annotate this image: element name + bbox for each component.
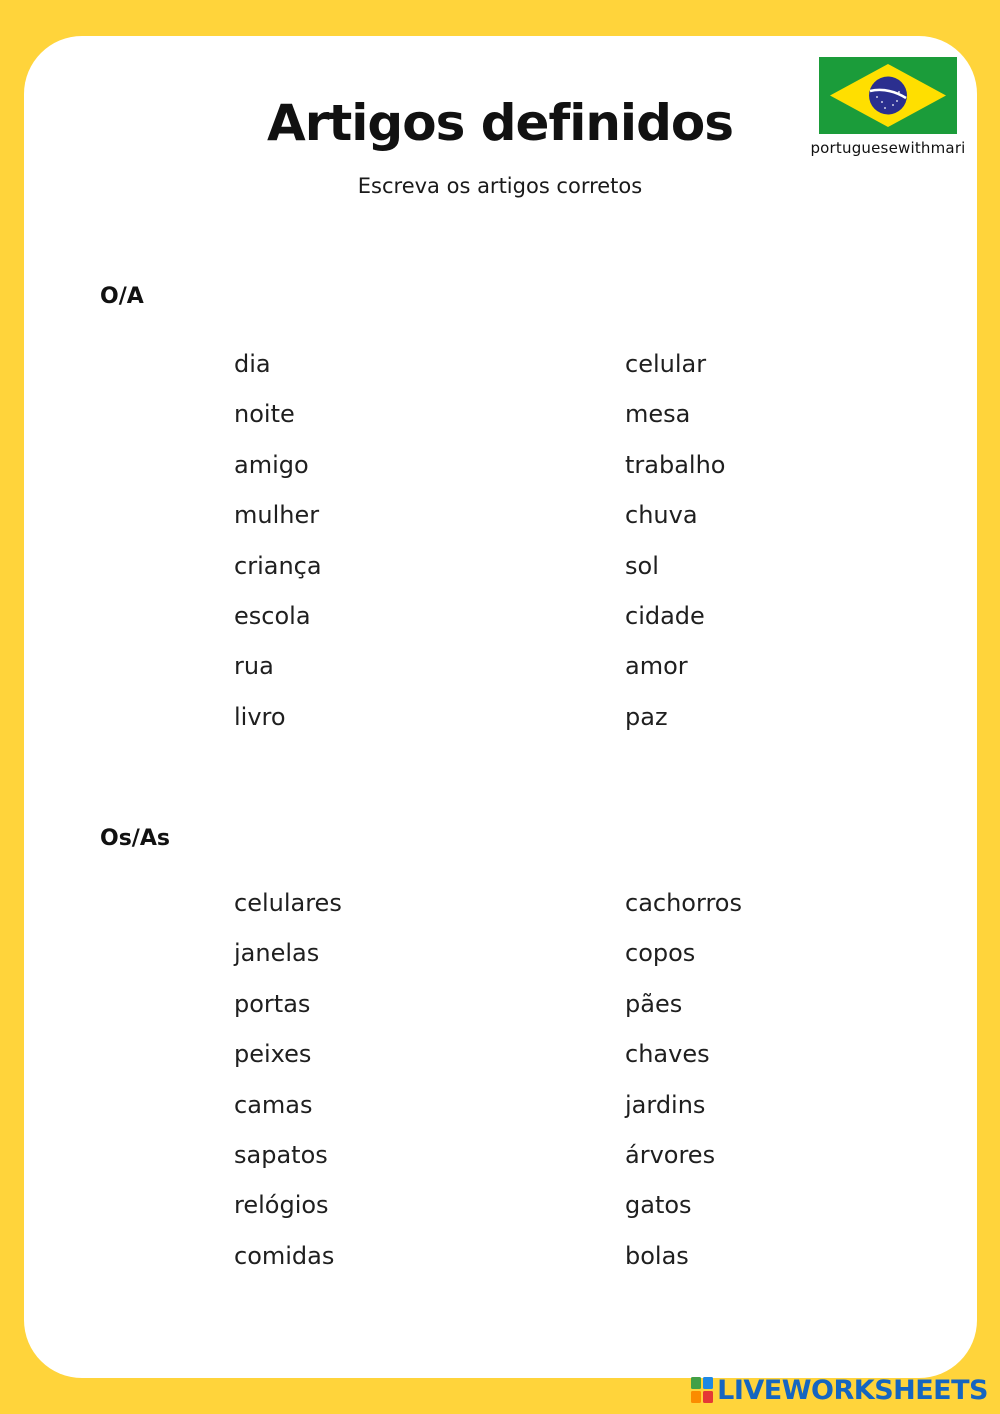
word-item: pães [625,989,683,1018]
word-list-o-a-left [234,349,322,752]
word-item: amigo [234,450,309,479]
page-subtitle: Escreva os artigos corretos [357,174,643,198]
word-item: dia [234,350,271,378]
word-item: cidade [625,601,705,630]
word-item: chaves [625,1040,710,1069]
word-item: gatos [625,1191,692,1220]
word-item: amor [625,652,688,681]
section-label-os-as: Os/As [100,826,170,851]
word-item: paz [625,702,668,731]
word-item: camas [234,1090,313,1119]
word-item: celulares [234,889,342,917]
word-list-os-as-right [625,888,742,1291]
word-item: trabalho [625,450,726,479]
word-item: noite [234,400,295,429]
word-item: rua [234,652,274,681]
word-item: peixes [234,1040,312,1069]
worksheet-card [24,36,977,1378]
word-item: copos [625,939,696,968]
word-item: sapatos [234,1140,328,1169]
word-item: sol [625,551,659,580]
liveworksheets-logo[interactable] [691,1372,988,1408]
brand-label: portuguesewithmari [810,139,966,157]
brazil-flag-icon [819,57,957,134]
liveworksheets-logo-icon [691,1377,713,1403]
word-item: relógios [234,1191,329,1220]
word-item: escola [234,601,311,630]
word-item: livro [234,702,286,731]
word-item: comidas [234,1241,335,1270]
word-item: criança [234,551,322,580]
page-title: Artigos definidos [267,94,733,152]
word-item: janelas [234,939,320,968]
word-list-os-as-left [234,888,342,1291]
word-item: cachorros [625,889,742,917]
liveworksheets-logo-text: LIVEWORKSHEETS [717,1374,988,1406]
word-item: mesa [625,400,691,429]
word-item: portas [234,989,311,1018]
word-item: celular [625,350,707,378]
word-item: mulher [234,501,320,530]
word-item: bolas [625,1241,689,1270]
section-label-o-a: O/A [100,284,144,309]
word-item: jardins [625,1090,706,1119]
word-item: chuva [625,501,698,530]
word-item: árvores [625,1140,716,1169]
word-list-o-a-right [625,349,726,752]
